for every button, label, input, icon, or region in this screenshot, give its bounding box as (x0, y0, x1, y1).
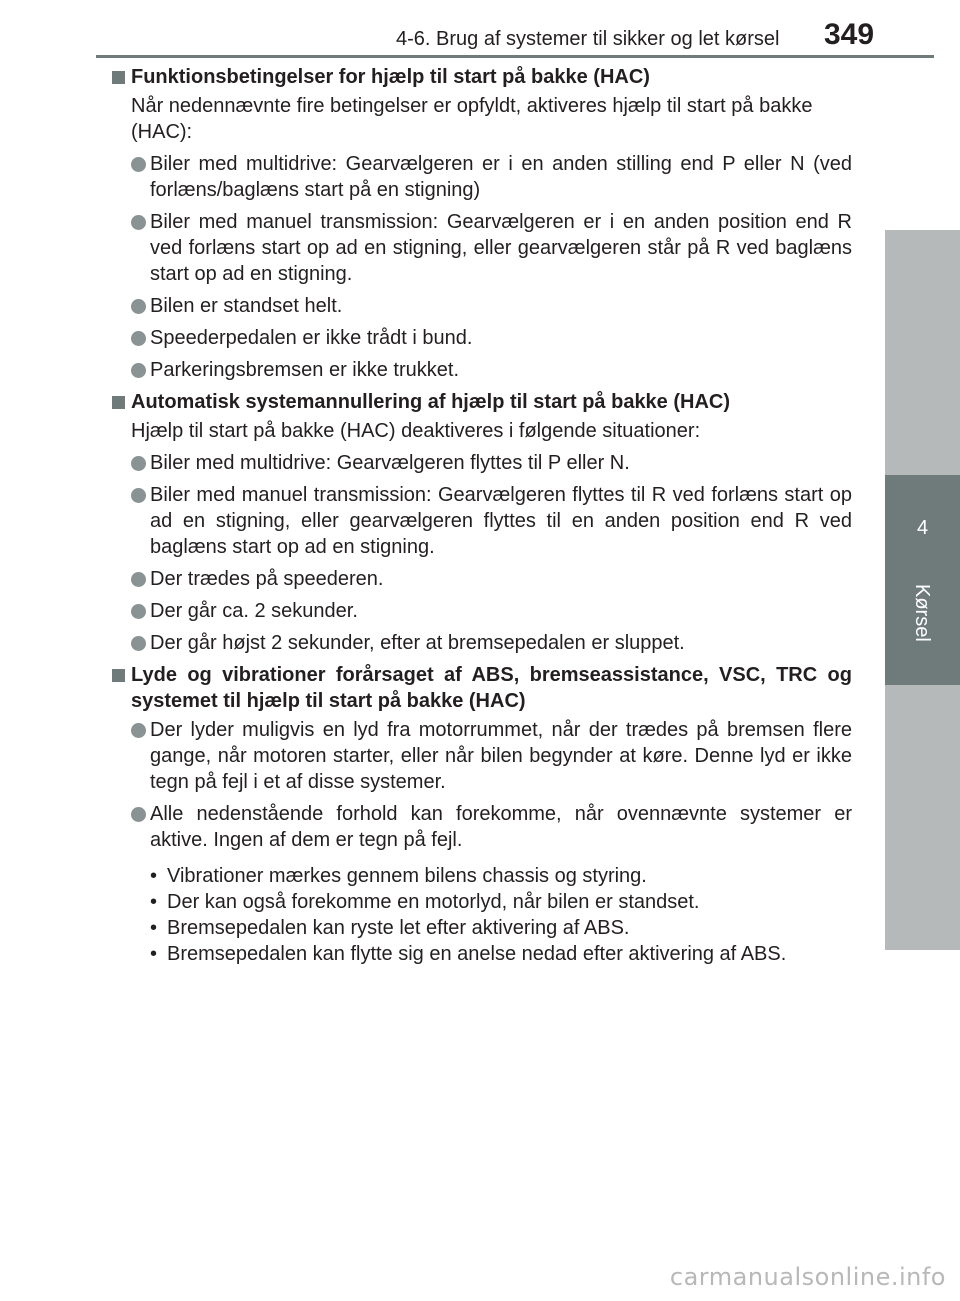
section-intro: Når nedennævnte fire betingelser er opfyldt, aktiveres hjælp til start på bakke (HAC): (131, 95, 813, 143)
sub-list-item-text: Bremsepedalen kan ryste let efter aktivering af ABS. (167, 917, 630, 939)
list-item-text: Der trædes på speederen. (150, 568, 384, 590)
round-bullet-icon (131, 157, 146, 172)
list-item-text: Biler med multidrive: Gearvælgeren er i en anden stilling end P eller N (ved forlæns/baglæns start på en stigning) (150, 153, 852, 201)
list-item (110, 482, 852, 560)
list-item-text: Speederpedalen er ikke trådt i bund. (150, 327, 473, 349)
sub-bullet-marker: • (150, 865, 158, 887)
list-item (110, 209, 852, 287)
round-bullet-icon (131, 331, 146, 346)
sub-list-item (150, 941, 852, 967)
list-item-text: Der går ca. 2 sekunder. (150, 600, 358, 622)
page-content (110, 64, 852, 967)
list-item (110, 630, 852, 656)
list-item-text: Biler med manuel transmission: Gearvælgeren er i en anden position end R ved forlæns start op ad en stigning, eller gearvælgeren står på R ved baglæns start op ad en stigning. (150, 211, 852, 285)
sub-list-item (150, 889, 852, 915)
round-bullet-icon (131, 456, 146, 471)
sub-list-item-text: Der kan også forekomme en motorlyd, når bilen er standset. (167, 891, 700, 913)
round-bullet-icon (131, 215, 146, 230)
list-item-text: Alle nedenstående forhold kan forekomme, når ovennævnte systemer er aktive. Ingen af dem er tegn på fejl. (150, 803, 852, 851)
section-heading-text: Lyde og vibrationer forårsaget af ABS, bremseassistance, VSC, TRC og systemet til hjælp til start på bakke (HAC) (131, 664, 852, 712)
section-heading (110, 389, 852, 415)
sub-list (110, 863, 852, 967)
round-bullet-icon (131, 488, 146, 503)
section-intro: Hjælp til start på bakke (HAC) deaktiveres i følgende situationer: (131, 420, 701, 442)
round-bullet-icon (131, 572, 146, 587)
chapter-label: Kørsel (911, 584, 933, 642)
list-item (110, 598, 852, 624)
list-item (110, 357, 852, 383)
sub-list-item-text: Vibrationer mærkes gennem bilens chassis og styring. (167, 865, 647, 887)
sub-list-item (150, 863, 852, 889)
list-item-text: Biler med multidrive: Gearvælgeren flyttes til P eller N. (150, 452, 630, 474)
square-bullet-icon (112, 71, 125, 84)
round-bullet-icon (131, 363, 146, 378)
list-item-text: Biler med manuel transmission: Gearvælgeren flyttes til R ved forlæns start op ad en stigning, eller gearvælgeren flyttes til en anden position end R ved baglæns start op ad en stigning. (150, 484, 852, 558)
chapter-number: 4 (916, 517, 929, 539)
header-rule (96, 55, 934, 58)
section-title: 4-6. Brug af systemer til sikker og let kørsel (396, 28, 780, 50)
section-heading-text: Automatisk systemannullering af hjælp til start på bakke (HAC) (131, 391, 731, 413)
sub-bullet-marker: • (150, 943, 158, 965)
chapter-label-box (885, 570, 960, 670)
list-item (110, 450, 852, 476)
list-item-text: Parkeringsbremsen er ikke trukket. (150, 359, 460, 381)
page-number: 349 (824, 18, 875, 51)
round-bullet-icon (131, 636, 146, 651)
sub-bullet-marker: • (150, 891, 158, 913)
square-bullet-icon (112, 396, 125, 409)
square-bullet-icon (112, 669, 125, 682)
round-bullet-icon (131, 723, 146, 738)
list-item (110, 151, 852, 203)
list-item-text: Der lyder muligvis en lyd fra motorrummet, når der trædes på bremsen flere gange, når motoren starter, eller når bilen begynder at køre. Denne lyd er ikke tegn på fejl i et af disse systemer. (150, 719, 852, 793)
sub-list-item-text: Bremsepedalen kan flytte sig en anelse nedad efter aktivering af ABS. (167, 943, 787, 965)
list-item-text: Der går højst 2 sekunder, efter at bremsepedalen er sluppet. (150, 632, 685, 654)
page-header (0, 0, 960, 56)
section-heading (110, 662, 852, 714)
round-bullet-icon (131, 299, 146, 314)
round-bullet-icon (131, 604, 146, 619)
list-item (110, 801, 852, 853)
section-heading-text: Funktionsbetingelser for hjælp til start på bakke (HAC) (131, 66, 650, 88)
sub-list-item (150, 915, 852, 941)
round-bullet-icon (131, 807, 146, 822)
sub-bullet-marker: • (150, 917, 158, 939)
watermark-text: carmanualsonline.info (669, 1263, 946, 1291)
list-item (110, 717, 852, 795)
list-item (110, 293, 852, 319)
section-heading (110, 64, 852, 90)
list-item-text: Bilen er standset helt. (150, 295, 343, 317)
list-item (110, 325, 852, 351)
list-item (110, 566, 852, 592)
